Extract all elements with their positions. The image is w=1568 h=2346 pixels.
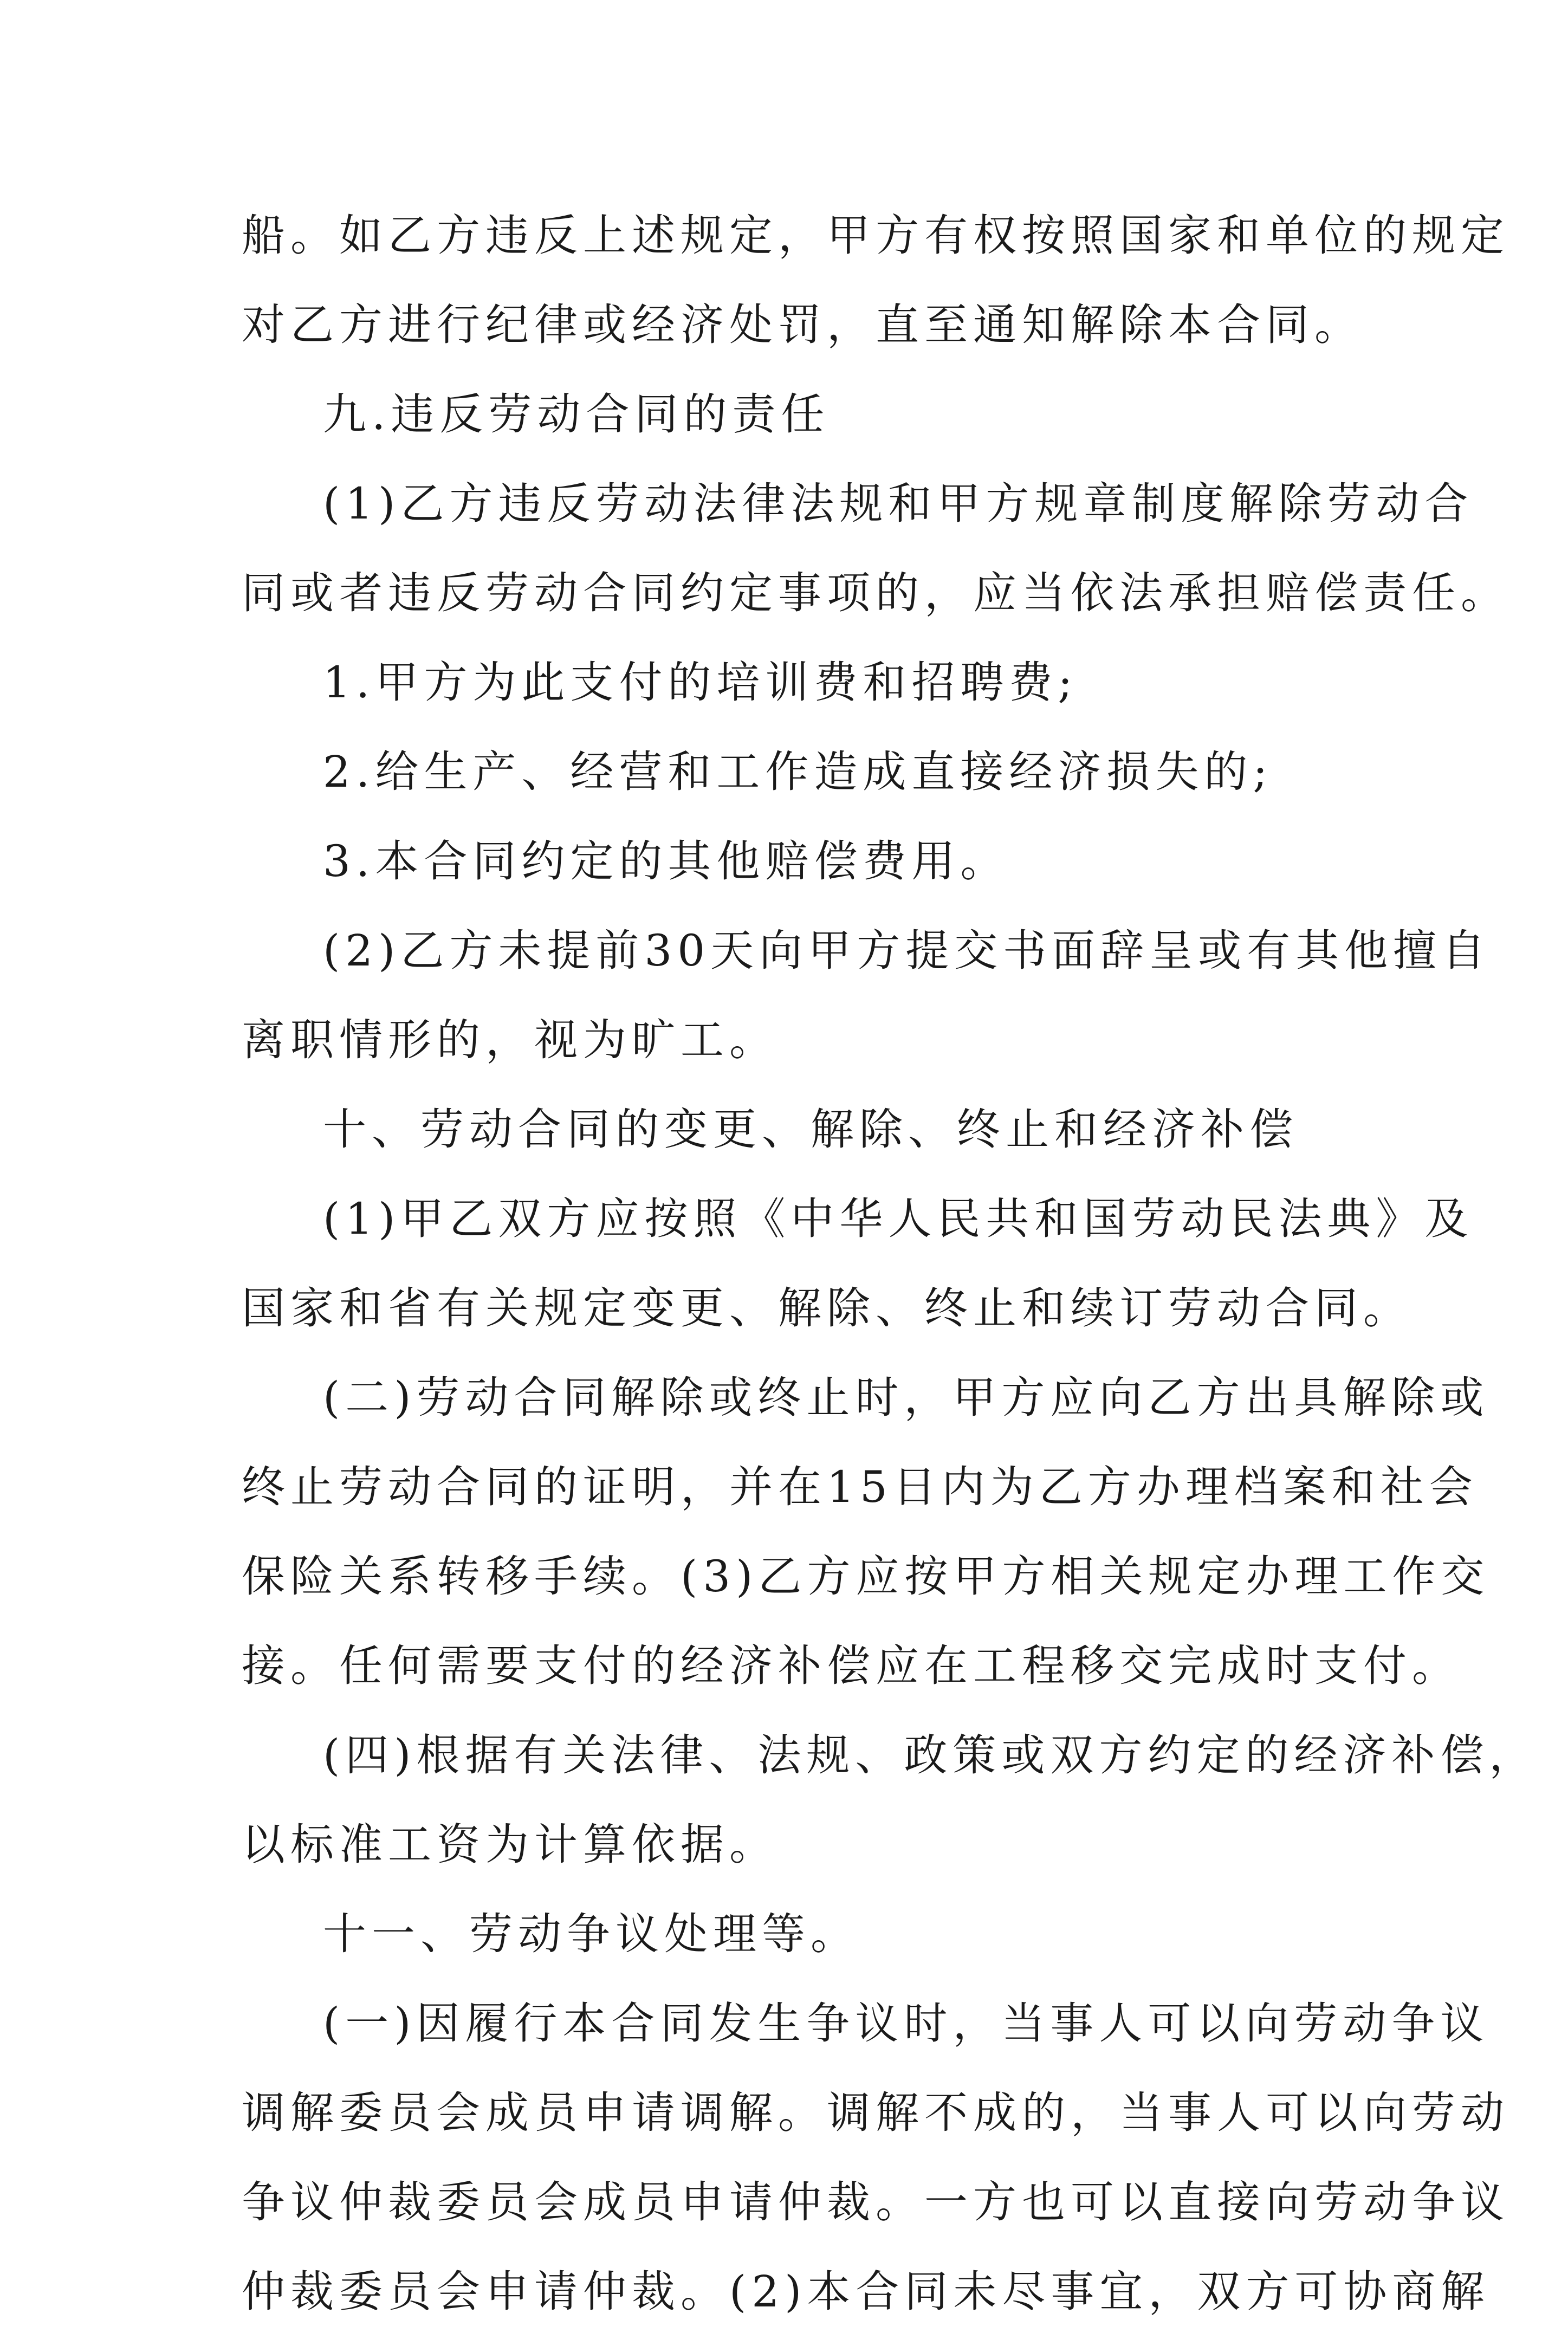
text-line: 仲裁委员会申请仲裁。(2)本合同未尽事宜，双方可协商解 xyxy=(242,2266,1490,2317)
section-heading: 十、劳动合同的变更、解除、终止和经济补偿 xyxy=(323,1104,1298,1155)
text-line: (一)因履行本合同发生争议时，当事人可以向劳动争议 xyxy=(323,1998,1489,2049)
section-heading: 十一、劳动争议处理等。 xyxy=(323,1909,859,1959)
list-item: 1.甲方为此支付的培训费和招聘费; xyxy=(323,657,1078,708)
list-item: 3.本合同约定的其他赔偿费用。 xyxy=(323,836,1009,886)
document-body xyxy=(242,200,1538,2346)
text-line: 争议仲裁委员会成员申请仲裁。一方也可以直接向劳动争议 xyxy=(242,2177,1509,2227)
text-line: 离职情形的，视为旷工。 xyxy=(242,1015,778,1065)
text-line: (1)乙方违反劳动法律法规和甲方规章制度解除劳动合 xyxy=(323,478,1474,529)
list-item: 2.给生产、经营和工作造成直接经济损失的; xyxy=(323,747,1273,797)
section-heading: 九.违反劳动合同的责任 xyxy=(323,389,830,439)
text-line: 以标准工资为计算依据。 xyxy=(242,1819,778,1870)
text-line: (1)甲乙双方应按照《中华人民共和国劳动民法典》及 xyxy=(323,1194,1474,1244)
text-line: (四)根据有关法律、法规、政策或双方约定的经济补偿， xyxy=(323,1730,1538,1780)
text-line: 保险关系转移手续。(3)乙方应按甲方相关规定办理工作交 xyxy=(242,1551,1490,1602)
text-line: 对乙方进行纪律或经济处罚，直至通知解除本合同。 xyxy=(242,300,1363,350)
text-line: (2)乙方未提前30天向甲方提交书面辞呈或有其他擅自 xyxy=(323,925,1491,976)
text-line: 终止劳动合同的证明，并在15日内为乙方办理档案和社会 xyxy=(242,1462,1478,1512)
text-line: 同或者违反劳动合同约定事项的，应当依法承担赔偿责任。 xyxy=(242,568,1509,618)
text-line: 接。任何需要支付的经济补偿应在工程移交完成时支付。 xyxy=(242,1641,1461,1691)
text-line: 国家和省有关规定变更、解除、终止和续订劳动合同。 xyxy=(242,1283,1412,1333)
text-line: 船。如乙方违反上述规定，甲方有权按照国家和单位的规定 xyxy=(242,210,1509,261)
text-line: (二)劳动合同解除或终止时，甲方应向乙方出具解除或 xyxy=(323,1372,1489,1423)
text-line: 调解委员会成员申请调解。调解不成的，当事人可以向劳动 xyxy=(242,2088,1509,2138)
